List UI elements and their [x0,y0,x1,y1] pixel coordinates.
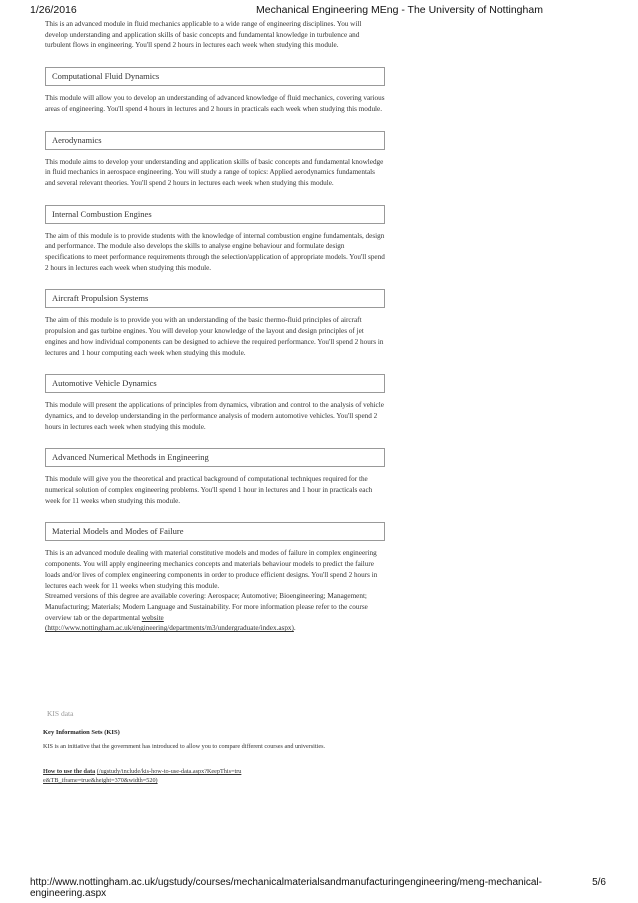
module-title-box[interactable]: Computational Fluid Dynamics [45,67,385,86]
module-description: This module aims to develop your understanding and application skills of basic concepts and fundamental knowledge in fluid mechanics in aerospace engineering. You will study a range of topics: Applied aerodynamics fundamentals and several relevant theories. You'll spend 2 hours in lectures each week when studying this module. [45,157,384,187]
print-header [30,4,606,18]
streamed-text: Streamed versions of this degree are available covering: Aerospace; Automotive; Bioengineering; Management; Manufacturing; Materials; Modern Language and Sustainability. For more information please refer to the course overview tab or the departmental [45,592,368,622]
module-title-box[interactable]: Aerodynamics [45,131,385,150]
kis-section [43,729,603,785]
kis-data-label: KIS data [47,709,74,718]
howto-link-label[interactable]: How to use the data [43,768,96,775]
module-internal-combustion-engines [45,205,385,274]
module-title-box[interactable]: Automotive Vehicle Dynamics [45,374,385,393]
streamed-versions-text [45,591,385,634]
module-aerodynamics [45,131,385,189]
module-description: The aim of this module is to provide students with the knowledge of internal combustion engine fundamentals, design and performance. The module also develops the skills to analyse engine behaviour and formulate design specifications to meet performance requirements through the selection/application of appropriate models. You'll spend 2 hours in lectures each week when studying this module. [45,231,385,272]
module-title-box[interactable]: Internal Combustion Engines [45,205,385,224]
module-title-box[interactable]: Material Models and Modes of Failure [45,522,385,541]
module-advanced-numerical-methods [45,448,385,506]
module-title-box[interactable]: Advanced Numerical Methods in Engineering [45,448,385,467]
module-computational-fluid-dynamics [45,67,385,114]
module-intro-text: This is an advanced module in fluid mechanics applicable to a wide range of engineering disciplines. You will develop understanding and application skills of basic concepts and fundamental knowledge in turbulence and turbulent flows in engineering. You'll spend 2 hours in lectures each week when studying this module. [45,20,362,50]
module-description: This module will allow you to develop an understanding of advanced knowledge of fluid mechanics, covering various areas of engineering. You'll spend 4 hours in lectures and 2 hours in practicals each week when studying this module. [45,94,385,113]
kis-heading: Key Information Sets (KIS) [43,729,120,736]
print-footer [30,877,606,899]
module-description: This module will present the applications of principles from dynamics, vibration and control to the analysis of vehicle dynamics, and to develop understanding in the performance analysis of modern automotive vehicles. You'll spend 2 hours in lectures each week when studying this module. [45,401,384,431]
module-material-models [45,522,385,591]
module-list [45,19,385,634]
page-number: 5/6 [592,877,606,888]
module-description: This module will give you the theoretical and practical background of computational techniques required for the numerical solution of complex engineering problems. You'll spend 1 hour in lectures and 1 hour in practicals each week for 11 weeks when studying this module. [45,475,373,505]
module-description: The aim of this module is to provide you with an understanding of the basic thermo-fluid principles of aircraft propulsion and gas turbine engines. You will develop your knowledge of the layout and design principles of jet engines and how individual components can be designed to achieve the required performance. You'll spend 2 hours in lectures and 1 hour computing each week when studying this module. [45,316,384,357]
module-title-box[interactable]: Aircraft Propulsion Systems [45,289,385,308]
website-url-link[interactable]: (http://www.nottingham.ac.uk/engineering/departments/m3/undergraduate/index.aspx) [45,624,294,633]
howto-url-link[interactable]: (/ugstudy/include/kis-how-to-use-data.aspx?KeepThis=true&TB_iframe=true&height=370&width=520) [43,768,242,784]
print-url: http://www.nottingham.ac.uk/ugstudy/courses/mechanicalmaterialsandmanufacturingengineering/meng-mechanical-engineering.aspx [30,877,542,899]
website-link[interactable]: website [141,613,164,622]
print-date: 1/26/2016 [30,4,77,16]
module-description: This is an advanced module dealing with material constitutive models and modes of failure in complex engineering components. You will apply engineering mechanics concepts and materials behaviour models to predict the failure loads and/or lives of complex engineering components in order to produce efficient designs. You'll spend 2 hours in lectures each week for 11 weeks when studying this module. [45,549,378,590]
print-title: Mechanical Engineering MEng - The University of Nottingham [256,4,543,16]
kis-description: KIS is an initiative that the government has introduced to allow you to compare different courses and universities. [43,743,326,750]
kis-howto [43,767,243,785]
module-automotive-vehicle-dynamics [45,374,385,432]
module-aircraft-propulsion-systems [45,289,385,358]
streamed-trailing: . [293,624,296,633]
